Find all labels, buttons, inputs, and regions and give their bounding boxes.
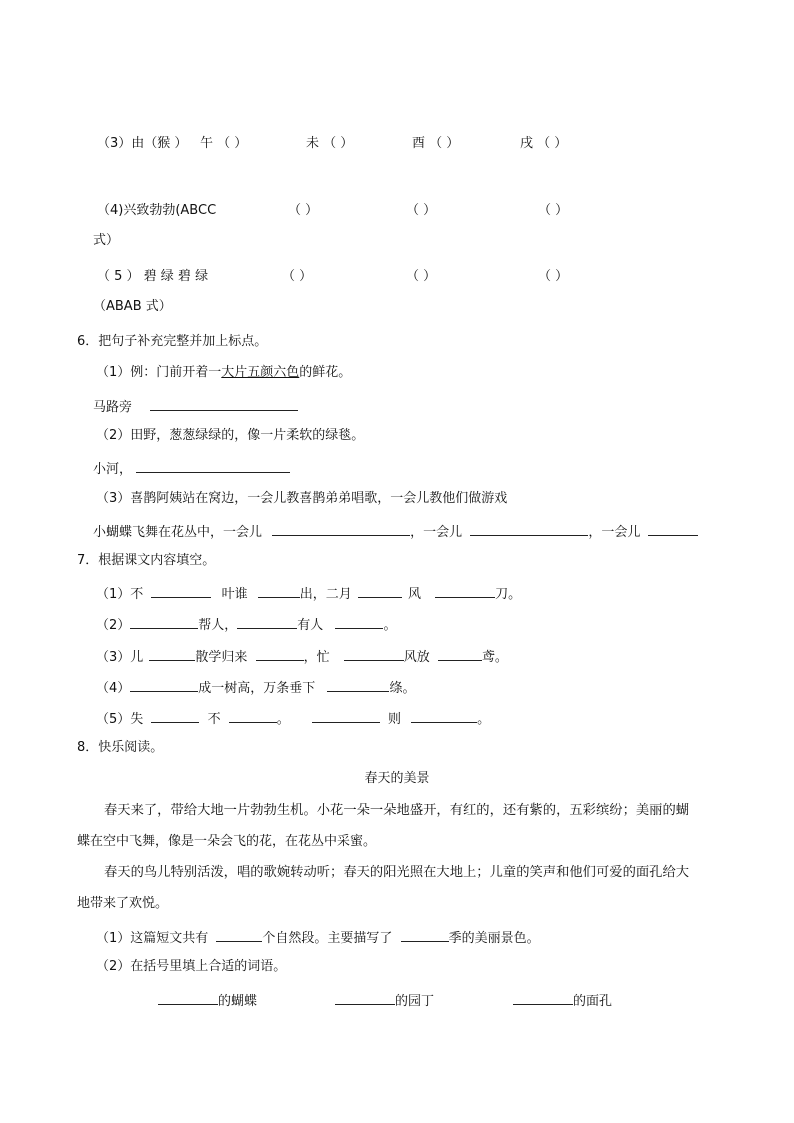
passage-p2-line1: 春天的鸟儿特别活泼，唱的歌婉转动听；春天的阳光照在大地上；儿童的笑声和他们可爱的面孔给大	[104, 865, 690, 880]
q6-s2-answer-blank[interactable]	[136, 458, 290, 473]
q7-l1-blank-2[interactable]	[258, 583, 300, 598]
q6-s1-answer	[93, 396, 298, 417]
q7-l2-b: 帮人，	[198, 618, 238, 633]
q5-item3-blank-2[interactable]: 未 （ ）	[306, 136, 354, 151]
q7-l3-a: （3）儿	[96, 650, 144, 665]
passage-title: 春天的美景	[364, 771, 430, 786]
q8-fill-3-word: 的面孔	[573, 994, 613, 1009]
q6-s3-blank-2[interactable]	[470, 521, 588, 536]
q6-s1-underlined: 大片五颜六色	[221, 365, 300, 380]
q7-title: 7．根据课文内容填空。	[77, 553, 216, 568]
q8-fill-2-blank[interactable]	[335, 990, 395, 1005]
q7-l1-blank-3[interactable]	[358, 583, 402, 598]
q5-item5-blank-2[interactable]: （ ）	[406, 269, 437, 284]
q7-l3-blank-1[interactable]	[149, 646, 195, 661]
q5-item4-blank-1[interactable]: （ ）	[288, 203, 319, 218]
q7-l5-d: 则	[388, 712, 402, 727]
q6-s3-blank-1[interactable]	[272, 521, 410, 536]
q5-item4-label-cont: 式）	[93, 233, 120, 248]
q5-item4-blank-2[interactable]: （ ）	[406, 203, 437, 218]
passage-p1-line2: 蝶在空中飞舞，像是一朵会飞的花，在花丛中采蜜。	[77, 834, 377, 849]
q6-s2-answer-label: 小河，	[93, 462, 133, 477]
q7-l5-a: （5）失	[96, 712, 144, 727]
q6-s3-part-a: 小蝴蝶飞舞在花丛中，一会儿	[93, 525, 263, 540]
q6-s1-suffix: 的鲜花。	[299, 365, 352, 380]
passage-p1-line1: 春天来了，带给大地一片勃勃生机。小花一朵一朵地盛开，有红的，还有紫的，五彩缤纷；美丽的蝴	[104, 803, 690, 818]
q8-sub1-b: 个自然段。主要描写了	[262, 931, 393, 946]
q5-item5-blank-1[interactable]: （ ）	[282, 269, 313, 284]
q6-s3-part-c: ，一会儿	[588, 525, 641, 540]
q6-s3-part-b: ，一会儿	[410, 525, 463, 540]
q5-item3-blank-4[interactable]: 戌 （ ）	[520, 136, 568, 151]
q7-l5-blank-4[interactable]	[411, 708, 477, 723]
q8-sub1-blank-2[interactable]	[401, 927, 449, 942]
q5-item4-label: （4)兴致勃勃(ABCC	[97, 203, 217, 218]
q7-l2-blank-1[interactable]	[130, 614, 198, 629]
q7-l3-b: 散学归来	[195, 650, 248, 665]
q7-l1-blank-1[interactable]	[151, 583, 211, 598]
q7-l2-a: （2）	[96, 618, 131, 633]
q7-l1-blank-4[interactable]	[435, 583, 495, 598]
q7-l3-e: 鸢。	[481, 650, 508, 665]
q5-item5-label: （ 5 ） 碧 绿 碧 绿	[97, 269, 209, 284]
q5-item5-blank-3[interactable]: （ ）	[538, 269, 569, 284]
q7-line-1	[96, 583, 521, 604]
q8-sub2-title: （2）在括号里填上合适的词语。	[96, 959, 287, 974]
q7-l5-e: 。	[477, 712, 491, 727]
q7-l5-blank-1[interactable]	[151, 708, 199, 723]
q7-l4-a: （4）	[96, 681, 131, 696]
q6-s2-answer	[93, 458, 290, 479]
q6-s2: （2）田野，葱葱绿绿的，像一片柔软的绿毯。	[96, 428, 365, 443]
q8-title: 8．快乐阅读。	[77, 740, 164, 755]
q7-l2-blank-3[interactable]	[335, 614, 383, 629]
q5-item4-blank-3[interactable]: （ ）	[538, 203, 569, 218]
q6-s1-prefix: （1）例：门前开着一	[96, 365, 222, 380]
q7-l1-b: 叶谁	[221, 587, 248, 602]
q8-fill-3	[513, 990, 612, 1011]
q6-s1	[96, 364, 351, 382]
q7-l2-c: 有人	[297, 618, 324, 633]
q7-line-3	[96, 646, 508, 667]
q8-fill-3-blank[interactable]	[513, 990, 573, 1005]
q7-l4-blank-2[interactable]	[327, 677, 389, 692]
q7-l1-a: （1）不	[96, 587, 144, 602]
q5-item3-prefix: （3）由（猴 ）	[97, 136, 188, 151]
q7-l1-e: 刀。	[495, 587, 522, 602]
q6-s1-answer-label: 马路旁	[93, 400, 133, 415]
q7-l4-b: 成一树高，万条垂下	[198, 681, 316, 696]
q7-l5-b: 不	[207, 712, 221, 727]
q8-sub1-c: 季的美丽景色。	[448, 931, 540, 946]
q7-l5-c: 。	[276, 712, 290, 727]
q7-l1-d: 风	[408, 587, 422, 602]
q6-s1-answer-blank[interactable]	[150, 396, 298, 411]
q8-sub1	[96, 927, 540, 948]
q7-line-4	[96, 677, 415, 698]
q5-item3-blank-3[interactable]: 酉 （ ）	[412, 136, 460, 151]
q7-line-2	[96, 614, 396, 635]
q7-l3-c: ，忙	[303, 650, 330, 665]
q8-sub1-a: （1）这篇短文共有	[96, 931, 209, 946]
q5-item3-blank-1[interactable]: 午 （ ）	[200, 136, 248, 151]
q6-s3: （3）喜鹊阿姨站在窝边，一会儿教喜鹊弟弟唱歌，一会儿教他们做游戏	[96, 491, 508, 506]
q6-title: 6．把句子补充完整并加上标点。	[77, 334, 268, 349]
q8-fill-2	[335, 990, 434, 1011]
q7-l2-d: 。	[383, 618, 397, 633]
passage-p2-line2: 地带来了欢悦。	[77, 896, 169, 911]
q8-fill-1-blank[interactable]	[158, 990, 218, 1005]
q6-s3-blank-3[interactable]	[648, 521, 698, 536]
q6-s3-answer	[93, 521, 698, 542]
q7-l3-d: 风放	[403, 650, 430, 665]
q7-l2-blank-2[interactable]	[237, 614, 297, 629]
q7-l1-c: 出，二月	[299, 587, 352, 602]
q7-l3-blank-3[interactable]	[344, 646, 404, 661]
q8-fill-1-word: 的蝴蝶	[218, 994, 258, 1009]
q7-l4-blank-1[interactable]	[130, 677, 198, 692]
q8-sub1-blank-1[interactable]	[216, 927, 262, 942]
q7-l3-blank-2[interactable]	[256, 646, 304, 661]
q8-fill-1	[158, 990, 257, 1011]
q7-l5-blank-3[interactable]	[312, 708, 380, 723]
q7-line-5	[96, 708, 490, 729]
q7-l4-c: 绦。	[389, 681, 416, 696]
q7-l5-blank-2[interactable]	[229, 708, 277, 723]
q5-item5-label-cont: （ABAB 式）	[93, 299, 172, 314]
q8-fill-2-word: 的园丁	[395, 994, 435, 1009]
q7-l3-blank-4[interactable]	[438, 646, 482, 661]
